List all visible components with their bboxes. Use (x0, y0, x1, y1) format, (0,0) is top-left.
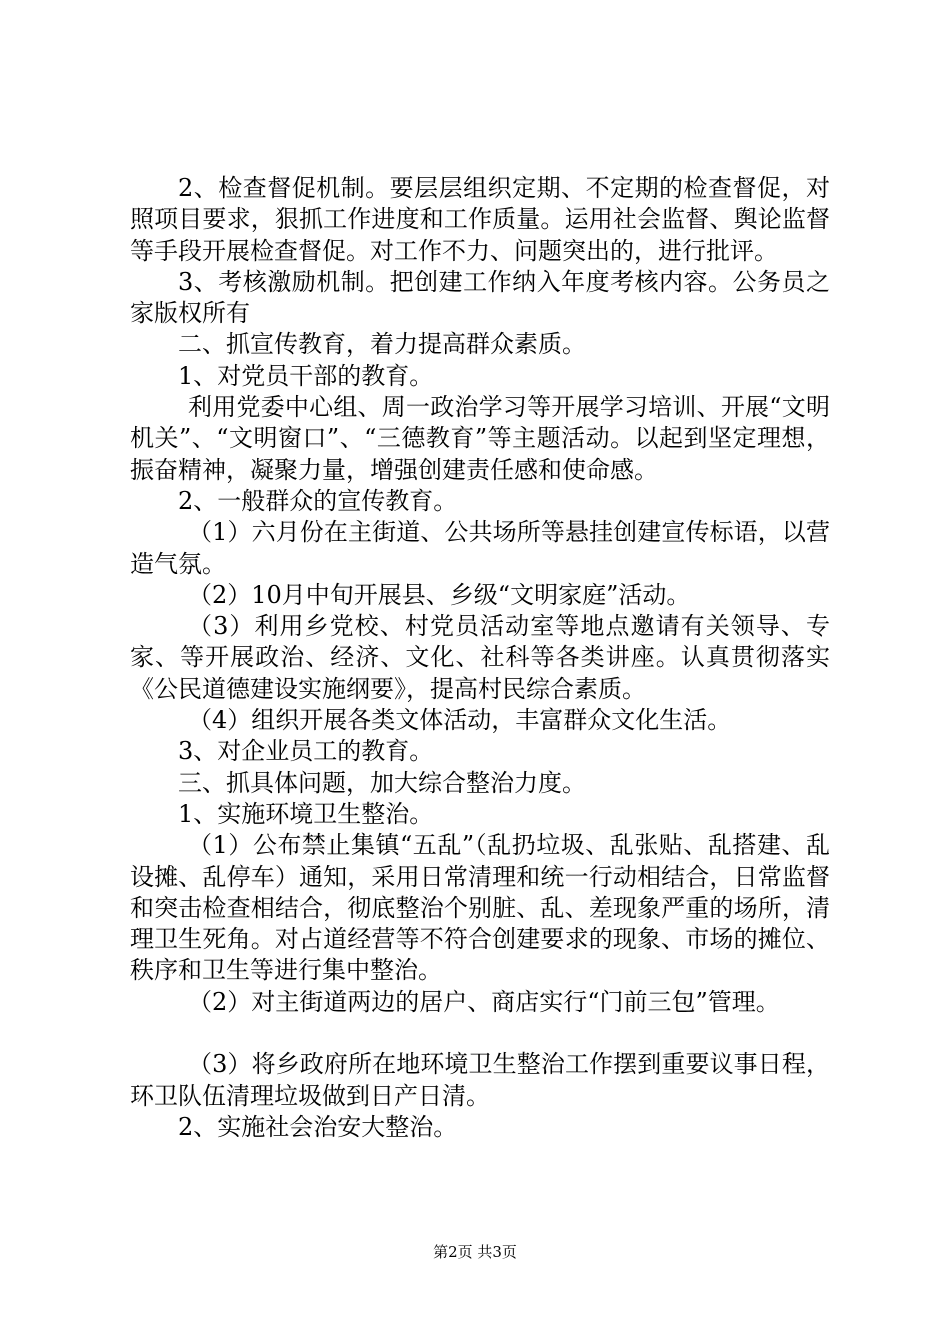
document-body (130, 173, 830, 1143)
subheading-employee-education: 3、对企业员工的教育。 (178, 737, 434, 766)
list-item-lectures: （3）利用乡党校、村党员活动室等地点邀请有关领导、专家、等开展政治、经济、文化、社科等各类讲座。认真贯彻落实《公民道德建设实施纲要》，提高村民综合素质。 (130, 612, 830, 703)
page-footer: 第2页 共3页 (433, 1243, 517, 1261)
subheading-environment-sanitation: 1、实施环境卫生整治。 (178, 799, 434, 828)
paragraph-inspection-mechanism: 2、检查督促机制。要层层组织定期、不定期的检查督促，对照项目要求，狠抓工作进度和工作质量。运用社会监督、舆论监督等手段开展检查督促。对工作不力、问题突出的，进行批评。 (130, 174, 830, 265)
paragraph-party-cadre-education: 利用党委中心组、周一政治学习等开展学习培训、开展“文明机关”、“文明窗口”、“三德教育”等主题活动。以起到坚定理想，振奋精神，凝聚力量，增强创建责任感和使命感。 (130, 393, 830, 484)
list-item-five-disorders: （1）公布禁止集镇“五乱”（乱扔垃圾、乱张贴、乱搭建、乱设摊、乱停车）通知，采用日常清理和统一行动相结合，日常监督和突击检查相结合，彻底整治个别脏、乱、差现象严重的场所，清理卫生死角。对占道经营等不符合创建要求的现象、市场的摊位、秩序和卫生等进行集中整治。 (130, 831, 830, 985)
paragraph-assessment-mechanism: 3、考核激励机制。把创建工作纳入年度考核内容。公务员之家版权所有 (130, 267, 830, 328)
subheading-party-cadre-education: 1、对党员干部的教育。 (178, 361, 434, 390)
list-item-civilized-family: （2）10月中旬开展县、乡级“文明家庭”活动。 (188, 580, 691, 609)
list-item-slogans: （1）六月份在主街道、公共场所等悬挂创建宣传标语，以营造气氛。 (130, 518, 830, 578)
list-item-sanitation-agenda: （3）将乡政府所在地环境卫生整治工作摆到重要议事日程，环卫队伍清理垃圾做到日产日清。 (130, 1050, 830, 1110)
subheading-public-education: 2、一般群众的宣传教育。 (178, 486, 458, 515)
section-heading-publicity-education: 二、抓宣传教育，着力提高群众素质。 (178, 330, 586, 359)
list-item-cultural-activities: （4）组织开展各类文体活动，丰富群众文化生活。 (188, 706, 732, 735)
subheading-public-security: 2、实施社会治安大整治。 (178, 1112, 458, 1141)
section-heading-comprehensive-rectification: 三、抓具体问题，加大综合整治力度。 (178, 768, 586, 797)
list-item-three-guarantees: （2）对主街道两边的居户、商店实行“门前三包”管理。 (188, 987, 780, 1016)
